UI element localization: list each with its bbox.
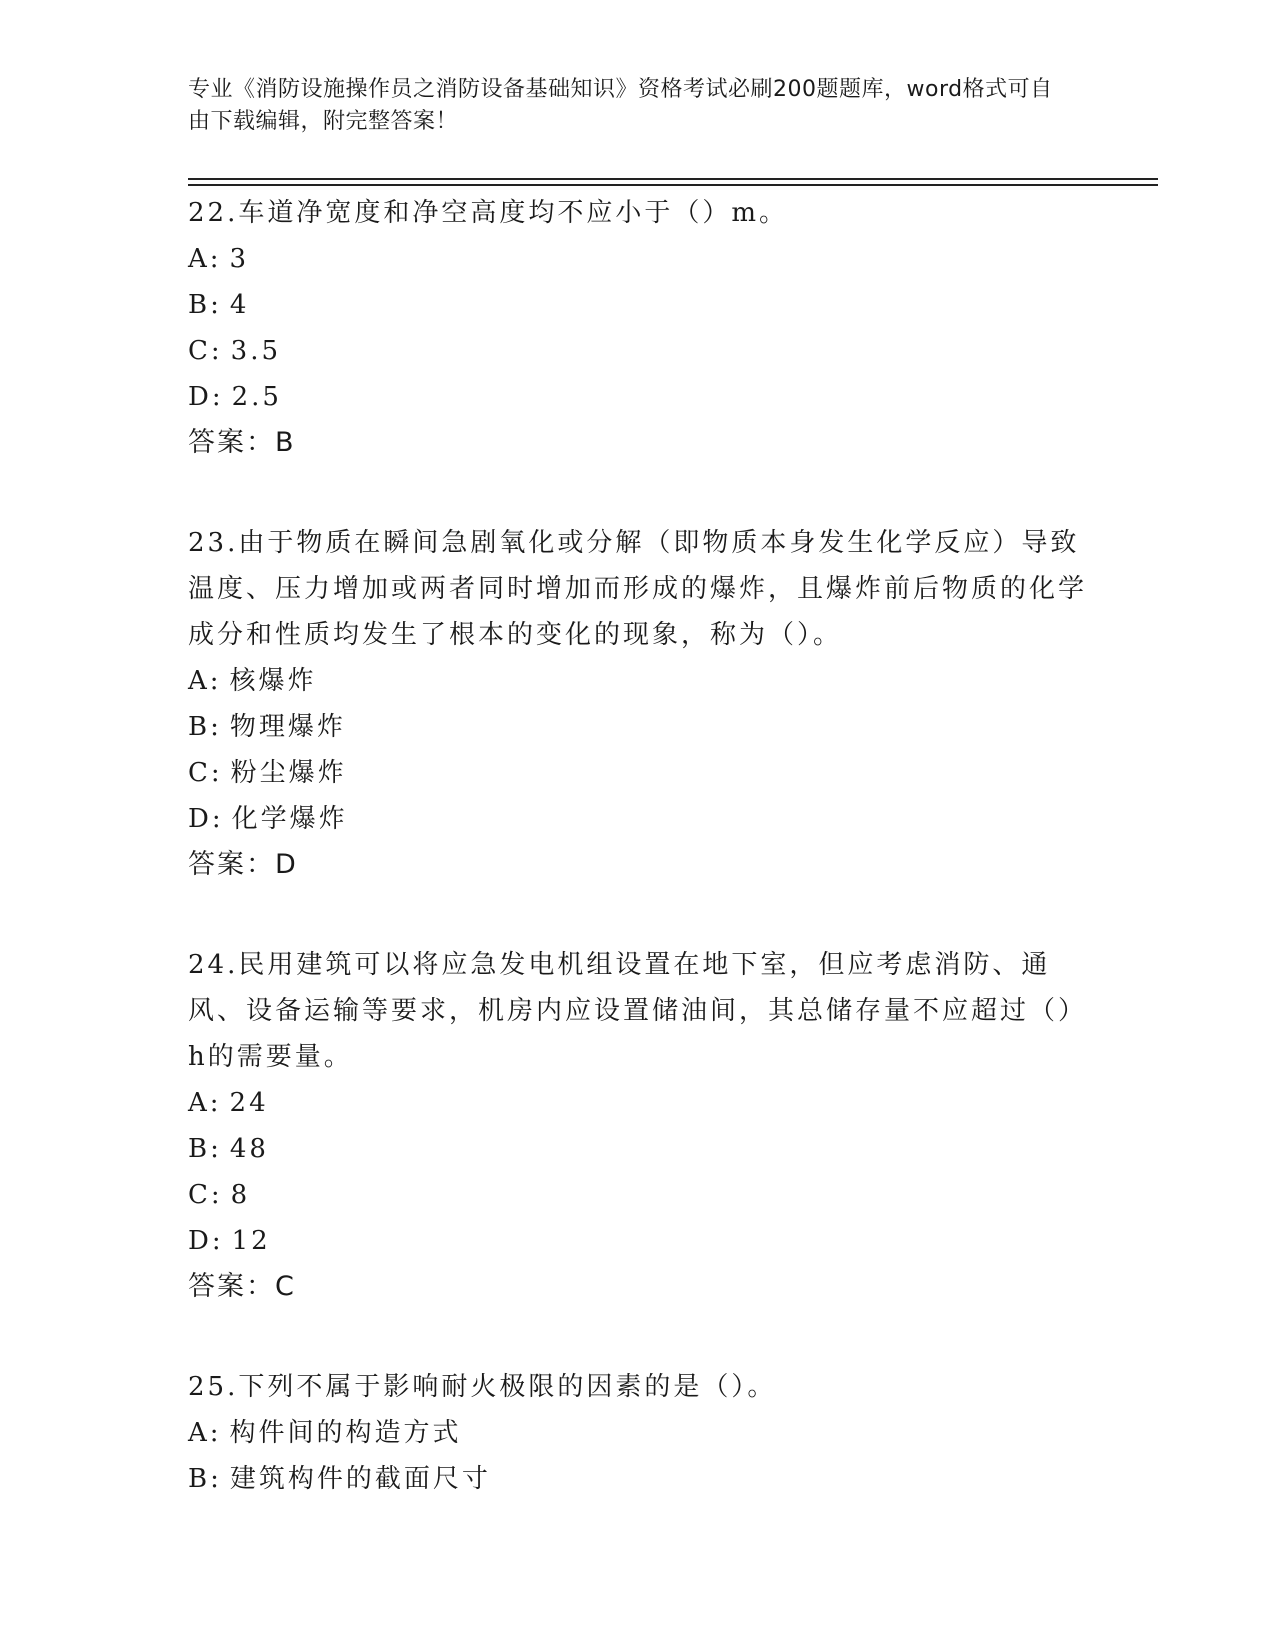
option-d: [188, 1218, 1088, 1264]
question-22: [188, 190, 1088, 466]
option-letter: A:: [188, 1088, 222, 1118]
option-text: 构件间的构造方式: [229, 1418, 462, 1448]
option-d: [188, 374, 1088, 420]
option-letter: A:: [188, 244, 222, 274]
option-text: 粉尘爆炸: [230, 758, 347, 788]
answer-label: 答案：: [188, 427, 275, 458]
answer-label: 答案：: [188, 1271, 275, 1302]
question-list: [188, 190, 1088, 1502]
question-25: [188, 1364, 1088, 1502]
option-text: 48: [229, 1134, 269, 1164]
answer-value: D: [275, 849, 298, 880]
option-text: 物理爆炸: [229, 712, 346, 742]
option-letter: B:: [188, 1464, 222, 1494]
question-text: 23.由于物质在瞬间急剧氧化或分解（即物质本身发生化学反应）导致温度、压力增加或两者同时增加而形成的爆炸，且爆炸前后物质的化学成分和性质均发生了根本的变化的现象，称为（）。: [188, 528, 1088, 650]
option-text: 24: [229, 1088, 269, 1118]
question-text: 24.民用建筑可以将应急发电机组设置在地下室，但应考虑消防、通风、设备运输等要求，机房内应设置储油间，其总储存量不应超过（）h的需要量。: [188, 950, 1088, 1072]
option-d: [188, 796, 1088, 842]
answer-line: [188, 420, 1088, 466]
option-a: [188, 236, 1088, 282]
answer-line: [188, 1264, 1088, 1310]
answer-value: B: [275, 427, 296, 458]
option-c: [188, 750, 1088, 796]
option-letter: D:: [188, 382, 224, 412]
answer-label: 答案：: [188, 849, 275, 880]
option-a: [188, 1080, 1088, 1126]
option-letter: A:: [188, 1418, 222, 1448]
option-letter: D:: [188, 804, 224, 834]
option-a: [188, 1410, 1088, 1456]
header-divider-top: [188, 178, 1158, 180]
option-c: [188, 1172, 1088, 1218]
option-text: 核爆炸: [229, 666, 317, 696]
answer-line: [188, 842, 1088, 888]
option-b: [188, 704, 1088, 750]
option-b: [188, 1456, 1088, 1502]
option-b: [188, 1126, 1088, 1172]
option-text: 3: [229, 244, 250, 274]
option-letter: B:: [188, 712, 222, 742]
question-24: [188, 942, 1088, 1310]
option-text: 2.5: [231, 382, 282, 412]
question-text: 25.下列不属于影响耐火极限的因素的是（）。: [188, 1372, 777, 1402]
option-a: [188, 658, 1088, 704]
option-text: 3.5: [230, 336, 282, 366]
option-letter: D:: [188, 1226, 224, 1256]
option-text: 化学爆炸: [231, 804, 348, 834]
option-text: 8: [230, 1180, 251, 1210]
header-divider-bottom: [188, 184, 1158, 186]
option-letter: C:: [188, 336, 223, 366]
option-text: 12: [231, 1226, 271, 1256]
option-letter: C:: [188, 1180, 223, 1210]
question-text: 22.车道净宽度和净空高度均不应小于（）m。: [188, 198, 789, 228]
option-letter: B:: [188, 1134, 222, 1164]
answer-value: C: [275, 1271, 296, 1302]
question-23: [188, 520, 1088, 888]
option-text: 建筑构件的截面尺寸: [229, 1464, 491, 1494]
option-b: [188, 282, 1088, 328]
option-letter: C:: [188, 758, 223, 788]
option-letter: B:: [188, 290, 222, 320]
option-letter: A:: [188, 666, 222, 696]
document-intro: 专业《消防设施操作员之消防设备基础知识》资格考试必刷200题题库，word格式可自由下载编辑，附完整答案！: [188, 77, 1053, 134]
option-c: [188, 328, 1088, 374]
option-text: 4: [229, 290, 250, 320]
